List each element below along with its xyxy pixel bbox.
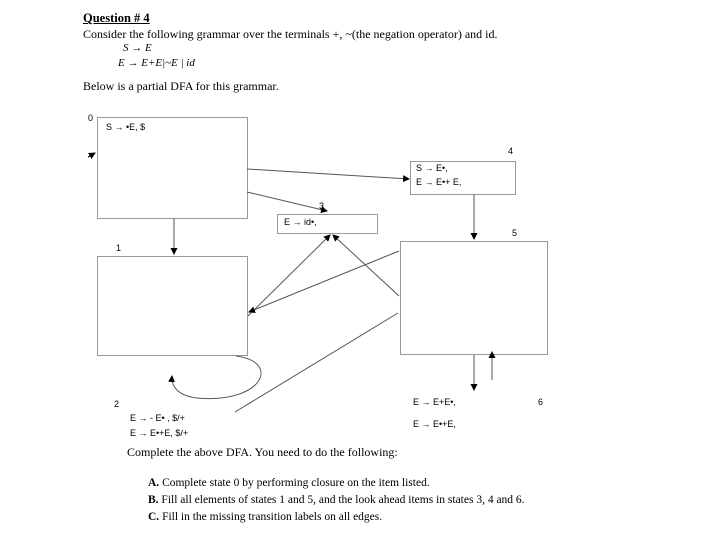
instructions-heading: Complete the above DFA. You need to do the following: <box>127 445 398 459</box>
state-0-number: 0 <box>88 113 94 123</box>
partial-dfa-caption: Below is a partial DFA for this grammar. <box>83 79 279 93</box>
state-4-item-2: E → E•+ E, <box>416 177 462 187</box>
state-6-item-1: E → E+E•, <box>413 397 456 407</box>
edge-5-to-1 <box>249 251 399 312</box>
instruction-b-letter: B. <box>148 494 159 506</box>
edge-0-to-3 <box>247 192 327 211</box>
instruction-b-text: Fill all elements of states 1 and 5, and the look ahead items in states 3, 4 and 6. <box>161 494 525 506</box>
instruction-a-letter: A. <box>148 477 160 489</box>
state-4-number: 4 <box>508 146 514 156</box>
instruction-c <box>148 511 382 523</box>
state-3-item: E → id•, <box>284 217 317 227</box>
edge-5-to-3 <box>333 235 399 296</box>
instruction-a-text: Complete state 0 by performing closure on the item listed. <box>162 477 430 489</box>
edge-2-to-5 <box>235 313 398 412</box>
state-2-number: 2 <box>114 399 120 409</box>
state-6-number: 6 <box>538 397 544 407</box>
instruction-c-letter: C. <box>148 511 160 523</box>
state-1-number: 1 <box>116 243 122 253</box>
edge-1-to-3 <box>248 235 330 316</box>
edge-0-to-4 <box>247 169 409 179</box>
production-2: E → E+E|~E | id <box>118 57 195 69</box>
question-title: Question # 4 <box>83 11 150 25</box>
state-5-number: 5 <box>512 228 518 238</box>
instruction-a <box>148 477 430 489</box>
edge-1-self-loop <box>172 356 261 399</box>
state-0-item: S → •E, $ <box>106 122 146 132</box>
state-4-item-1: S → E•, <box>416 163 448 173</box>
production-1: S → E <box>123 42 152 54</box>
state-2-item-1: E → - E• , $/+ <box>130 413 185 423</box>
question-intro: Consider the following grammar over the terminals +, ~(the negation operator) and id. <box>83 27 498 41</box>
instruction-c-text: Fill in the missing transition labels on all edges. <box>162 511 383 523</box>
start-arrow <box>88 153 95 157</box>
state-3-number: 3 <box>319 201 325 211</box>
state-6-item-2: E → E•+E, <box>413 419 456 429</box>
instruction-b <box>148 494 525 506</box>
state-2-item-2: E → E•+E, $/+ <box>130 428 189 438</box>
